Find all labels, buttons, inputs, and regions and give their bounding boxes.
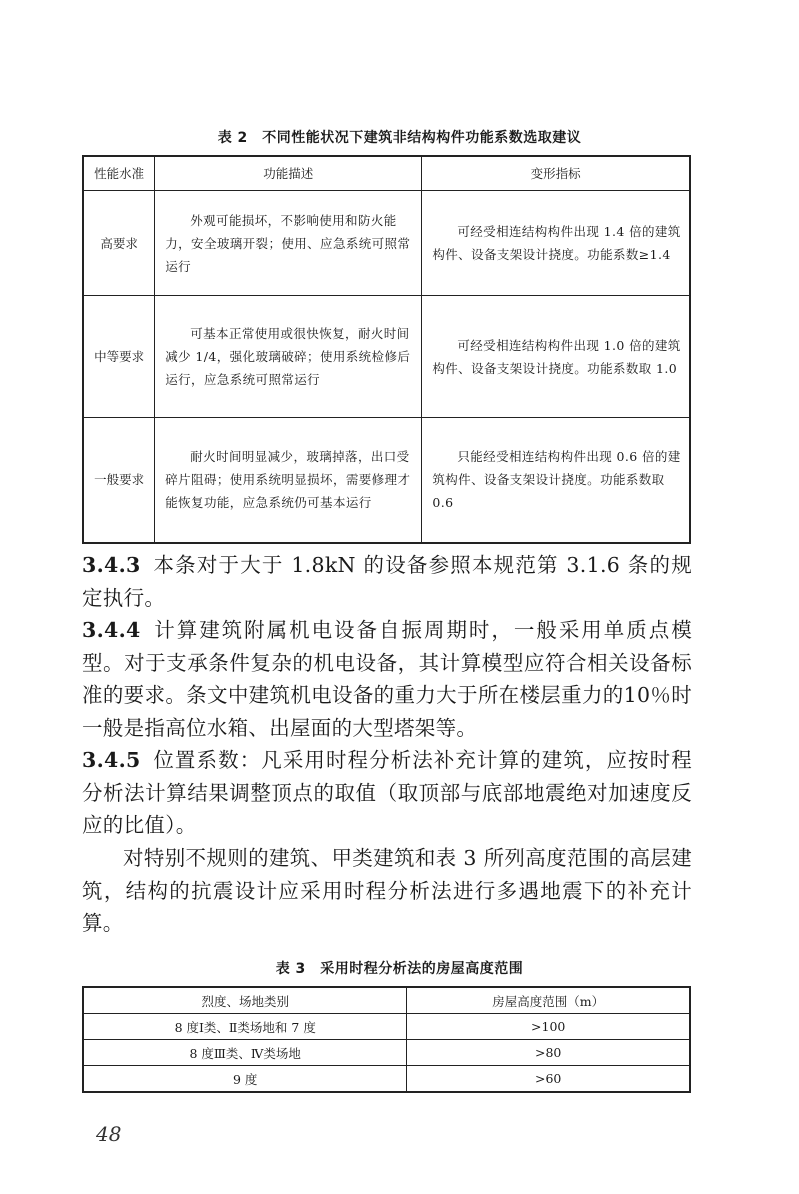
function-description-cell: 外观可能损坏，不影响使用和防火能力，安全玻璃开裂；使用、应急系统可照常运行 <box>155 191 422 296</box>
table-row <box>83 296 690 418</box>
table-2 <box>82 155 691 544</box>
header-function-description: 功能描述 <box>155 156 422 191</box>
clause-number: 3.4.5 <box>82 748 141 772</box>
clause-text: 位置系数：凡采用时程分析法补充计算的建筑，应按时程分析法计算结果调整顶点的取值（取顶部与底部地震绝对加速度反应的比值）。 <box>82 748 692 837</box>
deformation-index-cell: 可经受相连结构构件出现 1.4 倍的建筑构件、设备支架设计挠度。功能系数≥1.4 <box>422 191 690 296</box>
table-row <box>83 1014 690 1040</box>
header-building-height-range: 房屋高度范围（m） <box>407 987 690 1014</box>
clause-3-4-3 <box>82 549 692 614</box>
intensity-site-class-cell: 8 度Ⅰ类、Ⅱ类场地和 7 度 <box>83 1014 407 1040</box>
table-2-caption: 表 2 不同性能状况下建筑非结构构件功能系数选取建议 <box>217 130 582 146</box>
deformation-index-cell: 可经受相连结构构件出现 1.0 倍的建筑构件、设备支架设计挠度。功能系数取 1.0 <box>422 296 690 418</box>
clause-number: 3.4.4 <box>82 618 141 642</box>
function-description-cell: 可基本正常使用或很快恢复，耐火时间减少 1/4，强化玻璃破碎；使用系统检修后运行，应急系统可照常运行 <box>155 296 422 418</box>
table-row <box>83 418 690 543</box>
height-range-cell: >100 <box>407 1014 690 1040</box>
clause-3-4-5 <box>82 744 692 842</box>
deformation-index-cell: 只能经受相连结构构件出现 0.6 倍的建筑构件、设备支架设计挠度。功能系数取 0.6 <box>422 418 690 543</box>
intensity-site-class-cell: 8 度Ⅲ类、Ⅳ类场地 <box>83 1040 407 1066</box>
intensity-site-class-cell: 9 度 <box>83 1066 407 1093</box>
clause-text: 本条对于大于 1.8kN 的设备参照本规范第 3.1.6 条的规定执行。 <box>82 553 692 610</box>
header-performance-level: 性能水准 <box>83 156 155 191</box>
header-deformation-index: 变形指标 <box>422 156 690 191</box>
table-row <box>83 1040 690 1066</box>
table-header-row <box>83 156 690 191</box>
function-description-cell: 耐火时间明显减少，玻璃掉落，出口受碎片阻碍；使用系统明显损坏，需要修理才能恢复功能，应急系统仍可基本运行 <box>155 418 422 543</box>
performance-level-cell: 高要求 <box>83 191 155 296</box>
clause-3-4-4 <box>82 614 692 744</box>
table-3-caption: 表 3 采用时程分析法的房屋高度范围 <box>275 961 524 977</box>
height-range-cell: >80 <box>407 1040 690 1066</box>
height-range-cell: >60 <box>407 1066 690 1093</box>
clause-text: 计算建筑附属机电设备自振周期时，一般采用单质点模型。对于支承条件复杂的机电设备，其计算模型应符合相关设备标准的要求。条文中建筑机电设备的重力大于所在楼层重力的10％时一般是指高位水箱、出屋面的大型塔架等。 <box>82 618 692 740</box>
performance-level-cell: 中等要求 <box>83 296 155 418</box>
table-row <box>83 1066 690 1093</box>
table-header-row <box>83 987 690 1014</box>
table-row <box>83 191 690 296</box>
body-paragraph: 对特别不规则的建筑、甲类建筑和表 3 所列高度范围的高层建筑，结构的抗震设计应采用时程分析法进行多遇地震下的补充计算。 <box>82 846 692 935</box>
table-3 <box>82 986 691 1093</box>
performance-level-cell: 一般要求 <box>83 418 155 543</box>
page-number: 48 <box>96 1122 122 1146</box>
clause-number: 3.4.3 <box>82 553 141 577</box>
header-intensity-site-class: 烈度、场地类别 <box>83 987 407 1014</box>
